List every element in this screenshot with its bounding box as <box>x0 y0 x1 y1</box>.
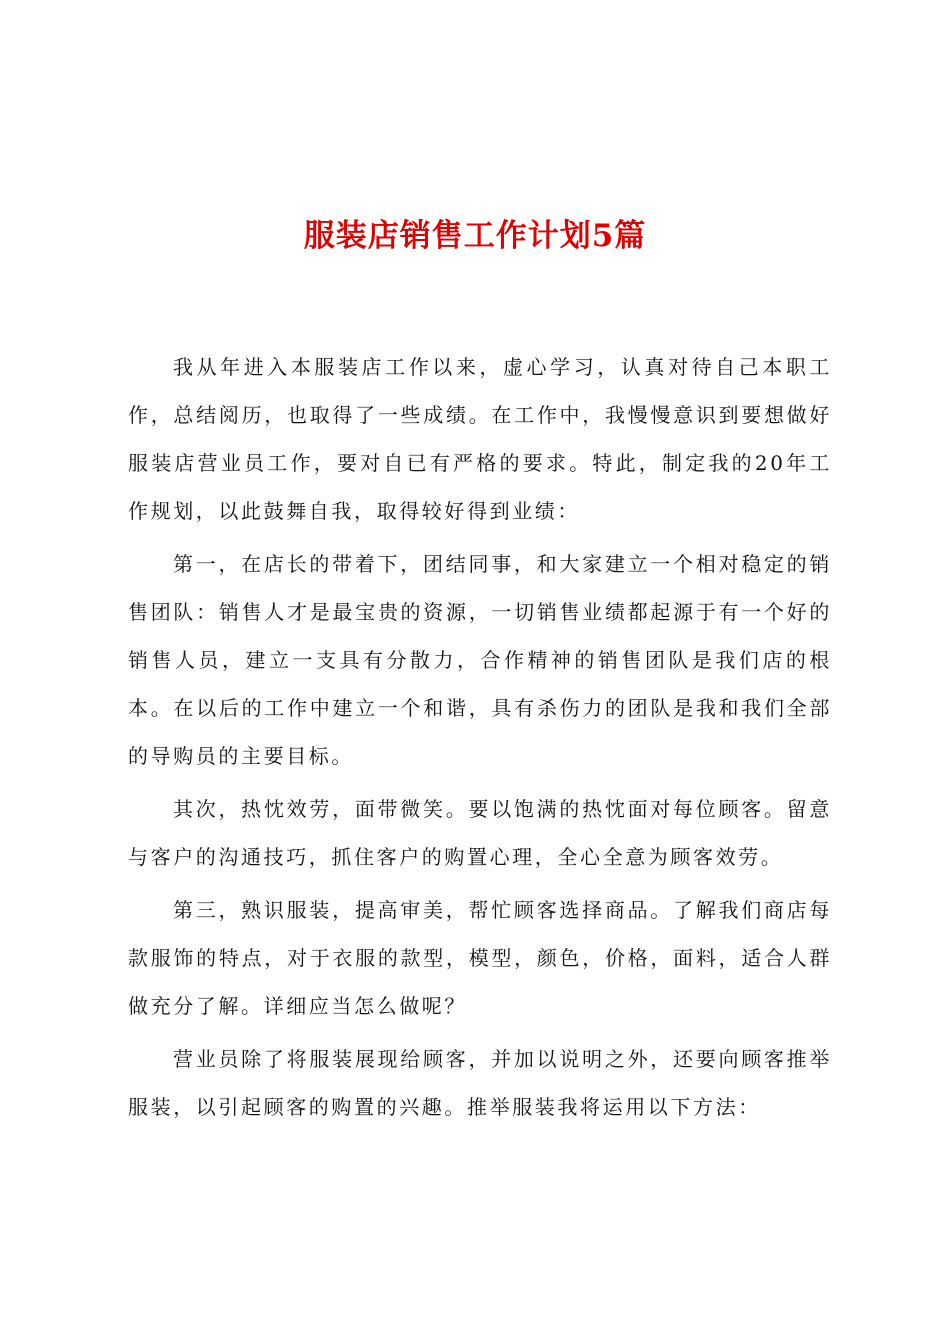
document-body <box>128 343 832 1136</box>
paragraph-5: 营业员除了将服装展现给顾客，并加以说明之外，还要向顾客推举服装，以引起顾客的购置的兴趣。推举服装我将运用以下方法： <box>128 1047 832 1119</box>
paragraph-1: 我从年进入本服装店工作以来，虚心学习，认真对待自己本职工作，总结阅历，也取得了一些成绩。在工作中，我慢慢意识到要想做好服装店营业员工作，要对自已有严格的要求。特此，制定我的20年工作规划，以此鼓舞自我，取得较好得到业绩： <box>128 355 832 523</box>
paragraph-3: 其次，热忱效劳，面带微笑。要以饱满的热忱面对每位顾客。留意与客户的沟通技巧，抓住客户的购置心理，全心全意为顾客效劳。 <box>128 797 832 869</box>
paragraph-2: 第一，在店长的带着下，团结同事，和大家建立一个相对稳定的销售团队：销售人才是最宝贵的资源，一切销售业绩都起源于有一个好的销售人员，建立一支具有分散力，合作精神的销售团队是我们店的根本。在以后的工作中建立一个和谐，具有杀伤力的团队是我和我们全部的导购员的主要目标。 <box>128 552 832 768</box>
document-title: 服装店销售工作计划5篇 <box>303 218 647 254</box>
paragraph-4: 第三，熟识服装，提高审美，帮忙顾客选择商品。了解我们商店每款服饰的特点，对于衣服的款型，模型，颜色，价格，面料，适合人群做充分了解。详细应当怎么做呢？ <box>128 898 832 1018</box>
